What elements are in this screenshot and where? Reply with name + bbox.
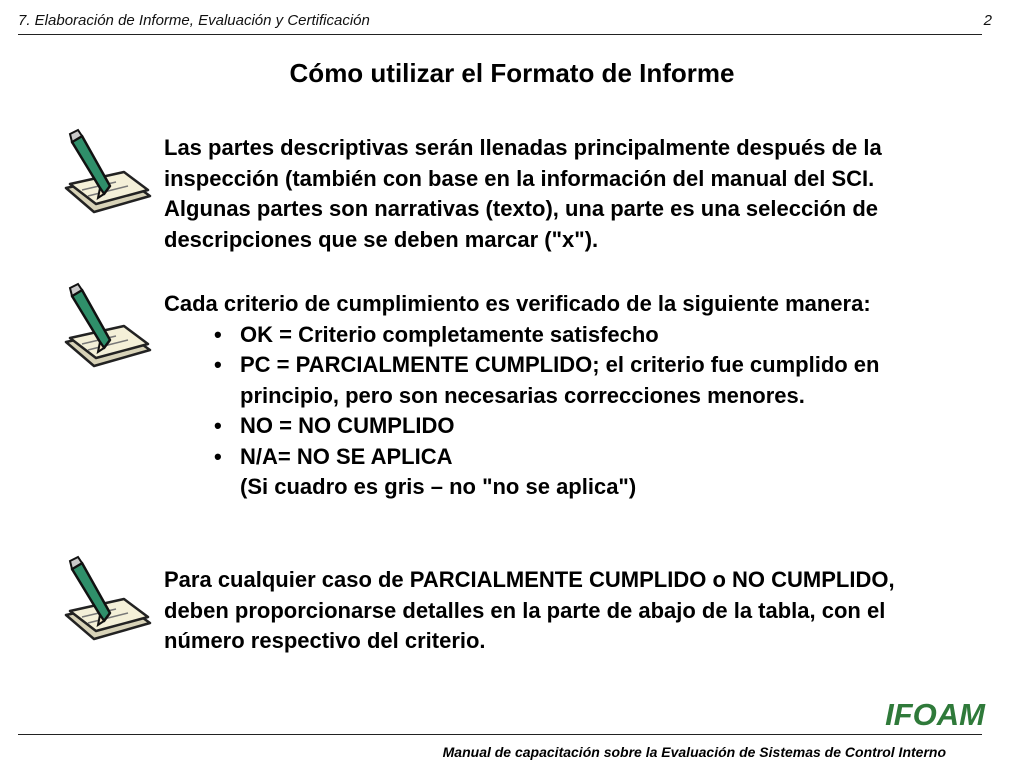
list-item-text: PC = PARCIALMENTE CUMPLIDO; el criterio fue cumplido en principio, pero son necesarias correcciones menores. — [240, 352, 880, 408]
section-text: Cada criterio de cumplimiento es verificado de la siguiente manera: — [164, 291, 871, 316]
list-item — [164, 320, 964, 351]
logo-text: IFOAM — [885, 697, 985, 730]
list-item-text: N/A= NO SE APLICA — [240, 443, 453, 469]
footer-divider — [18, 734, 982, 735]
footer-text: Manual de capacitación sobre la Evaluación de Sistemas de Control Interno — [442, 744, 946, 760]
section-descriptive-parts — [164, 133, 964, 255]
bullet-marker: • — [214, 352, 222, 377]
list-item — [164, 411, 964, 442]
bullet-marker: • — [214, 443, 222, 469]
chapter-header: 7. Elaboración de Informe, Evaluación y Certificación — [18, 12, 370, 29]
section-details-required — [164, 565, 964, 657]
gray-box-note: (Si cuadro es gris – no "no se aplica") — [240, 474, 637, 499]
header-divider — [18, 34, 982, 35]
list-item — [164, 442, 964, 473]
section-compliance-criteria — [164, 289, 964, 503]
ifoam-logo — [884, 696, 986, 730]
pen-and-paper-icon — [58, 555, 158, 650]
list-item-text: OK = Criterio completamente satisfecho — [240, 321, 659, 347]
page-title: Cómo utilizar el Formato de Informe — [289, 58, 735, 88]
section-text: Para cualquier caso de PARCIALMENTE CUMPLIDO o NO CUMPLIDO, deben proporcionarse detalles en la parte de abajo de la tabla, con el número respectivo del criterio. — [164, 567, 895, 653]
bullet-marker: • — [214, 413, 222, 438]
section-text: Las partes descriptivas serán llenadas principalmente después de la inspección (también con base en la información del manual del SCI. Algunas partes son narrativas (texto), una parte es una selección de descripciones que se deben marcar ("x"). — [164, 135, 882, 252]
criteria-list — [164, 320, 964, 473]
pen-and-paper-icon — [58, 128, 158, 223]
list-item-text: NO = NO CUMPLIDO — [240, 413, 455, 438]
pen-and-paper-icon — [58, 282, 158, 377]
page-number: 2 — [983, 12, 992, 29]
list-item — [164, 350, 964, 411]
bullet-marker: • — [214, 321, 222, 347]
